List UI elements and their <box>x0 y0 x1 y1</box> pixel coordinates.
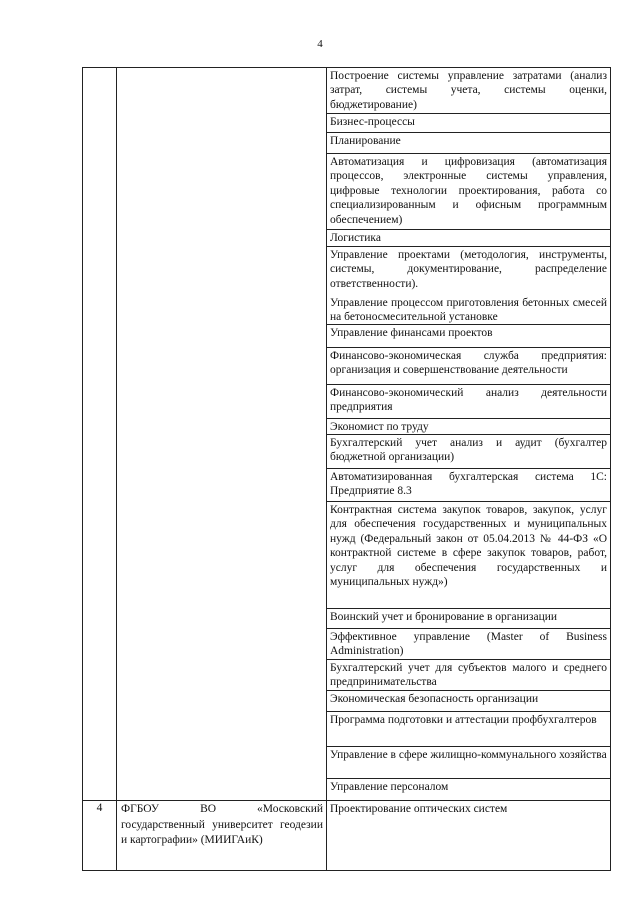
programs-table <box>82 67 611 871</box>
program-item: Управление процессом приготовления бетонных смесей на бетоносмесительной установке <box>327 295 610 325</box>
program-item: Управление финансами проектов <box>327 325 610 348</box>
program-item: Финансово-экономический анализ деятельности предприятия <box>327 385 610 419</box>
organization-name: ФГБОУ ВО «Московский государственный университет геодезии и картографии» (МИИГАиК) <box>121 803 323 846</box>
table-row <box>83 68 611 801</box>
organization-cell <box>117 801 327 871</box>
program-item: Логистика <box>327 230 610 247</box>
program-item: Экономист по труду <box>327 419 610 435</box>
program-item: Проектирование оптических систем <box>330 803 508 815</box>
program-item: Финансово-экономическая служба предприятия: организация и совершенствование деятельности <box>327 348 610 385</box>
row-number-cell <box>83 801 117 871</box>
program-item: Контрактная система закупок товаров, закупок, услуг для обеспечения государственных и муниципальных нужд (Федеральный закон от 05.04.2013 № 44-ФЗ «О контрактной системе в сфере закупок товаров, работ, услуг для обеспечения государственных и муниципальных нужд») <box>327 502 610 609</box>
page-number: 4 <box>317 38 323 50</box>
organization-name <box>117 68 326 69</box>
program-item: Управление в сфере жилищно-коммунального хозяйства <box>327 747 610 779</box>
program-item: Воинский учет и бронирование в организации <box>327 609 610 629</box>
program-item: Управление персоналом <box>330 781 449 793</box>
program-item: Автоматизация и цифровизация (автоматизация процессов, электронные системы управления, цифровые технологии проектирования, работа со специализированным и офисным программным обеспечением) <box>327 154 610 230</box>
program-item: Управление проектами (методология, инструменты, системы, документирование, распределение ответственности). <box>330 249 607 290</box>
program-item: Построение системы управление затратами (анализ затрат, системы учета, системы оценки, бюджетирование) <box>327 68 610 114</box>
program-item: Бизнес-процессы <box>327 114 610 133</box>
row-number: 4 <box>96 802 103 814</box>
row-number <box>83 68 116 69</box>
programs-cell <box>327 801 611 871</box>
program-item: Планирование <box>327 133 610 154</box>
program-item: Экономическая безопасность организации <box>327 691 610 712</box>
program-item: Программа подготовки и аттестации профбухгалтеров <box>327 712 610 747</box>
program-item: Бухгалтерский учет анализ и аудит (бухгалтер бюджетной организации) <box>327 435 610 469</box>
programs-cell <box>327 68 611 801</box>
table-row <box>83 801 611 871</box>
program-item: Эффективное управление (Master of Business Administration) <box>327 629 610 660</box>
organization-cell <box>117 68 327 801</box>
row-number-cell <box>83 68 117 801</box>
program-item: Автоматизированная бухгалтерская система 1С: Предприятие 8.3 <box>327 469 610 502</box>
program-item: Бухгалтерский учет для субъектов малого и среднего предпринимательства <box>327 660 610 691</box>
